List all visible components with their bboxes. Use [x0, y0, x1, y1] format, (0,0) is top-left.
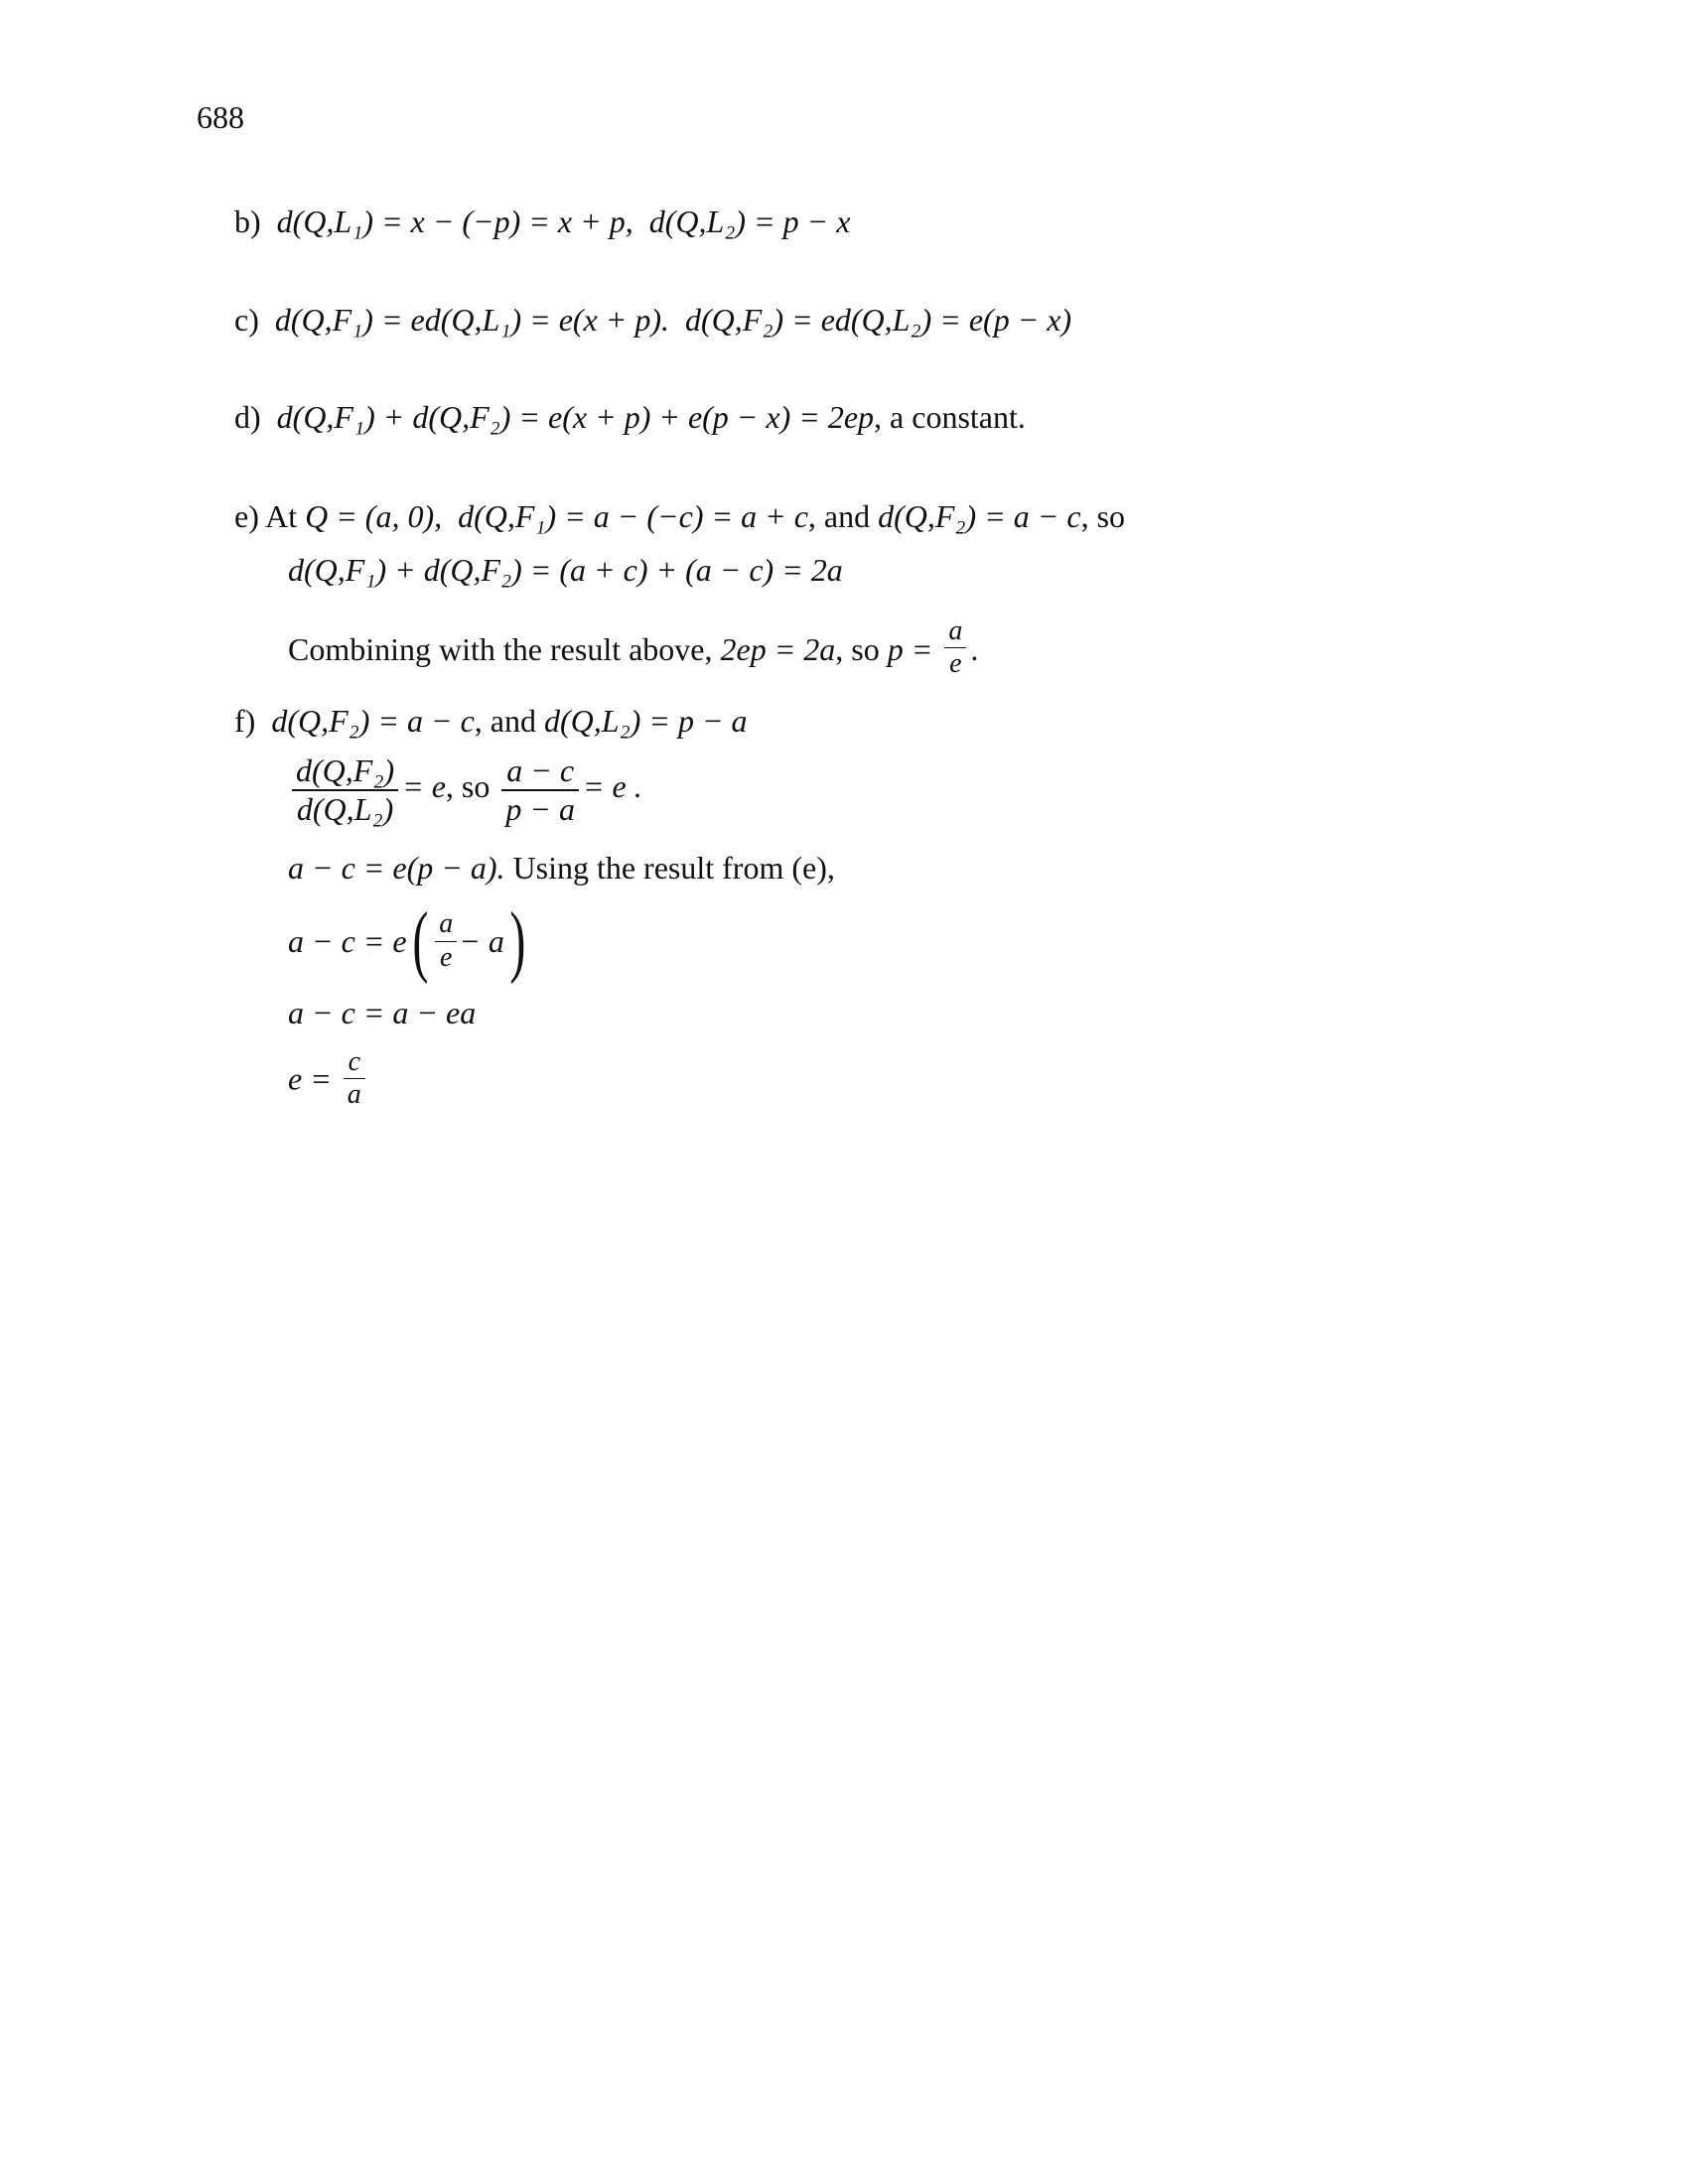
part-f-step2-tail: − a [459, 923, 504, 959]
part-c [234, 304, 1071, 336]
part-e-combine-expr: 2ep = 2a [720, 631, 836, 668]
part-f-ratio-line [288, 752, 642, 828]
part-f-and: , and [474, 703, 536, 739]
part-f-step4-den: a [347, 1079, 361, 1111]
part-e-p-den: e [949, 648, 962, 680]
part-f-step2 [288, 897, 530, 985]
part-b-expr2: d(Q,L₂) = p − x [648, 204, 851, 239]
part-c-expr2: d(Q,F₂) = ed(Q,L₂) = e(p − x) [685, 302, 1072, 338]
part-d-label: d) [234, 399, 261, 435]
part-e-point: Q = (a, 0), [305, 498, 443, 534]
part-f-step4 [288, 1046, 369, 1111]
part-f-ratio-so: , so [445, 768, 491, 805]
part-e-and: , and [807, 498, 871, 534]
part-f-ratio2-den: p − a [505, 790, 575, 827]
part-f-step2-num: a [435, 908, 457, 941]
part-f-step2-lhs: a − c = e [288, 923, 407, 959]
part-e-label: e) At [234, 498, 298, 534]
part-e-expr2: d(Q,F₂) = a − c [878, 498, 1081, 534]
part-e-expr1: d(Q,F₁) = a − (−c) = a + c [458, 498, 808, 534]
part-f-ratio-fraction [292, 752, 398, 828]
part-f-step4-lhs: e = [288, 1060, 332, 1097]
part-d [234, 401, 1026, 433]
part-e-combine-text: Combining with the result above, [288, 631, 713, 668]
part-f-label: f) [234, 703, 256, 739]
part-e-p-num: a [944, 615, 966, 648]
part-f-step2-den: e [440, 941, 453, 973]
part-d-tail: , a constant. [874, 399, 1026, 435]
part-f-ratio-den: d(Q,L₂) [296, 790, 394, 827]
part-f-step1-expr: a − c = e(p − a). [288, 850, 505, 886]
part-f-step3 [288, 997, 476, 1028]
part-f-step1 [288, 852, 835, 884]
part-e-p-lhs: p = [887, 631, 933, 668]
part-e-line1 [234, 500, 1125, 532]
part-e-line3 [288, 615, 978, 680]
part-c-expr1: d(Q,F₁) = ed(Q,L₁) = e(x + p). [274, 302, 669, 338]
part-e-sum: d(Q,F₁) + d(Q,F₂) = (a + c) + (a − c) = 2a [288, 552, 843, 588]
part-f-ratio-num: d(Q,F₂) [292, 752, 398, 791]
page-number: 688 [197, 99, 244, 135]
part-f-step4-num: c [344, 1046, 365, 1079]
part-f-expr1: d(Q,F₂) = a − c [271, 703, 475, 739]
part-f-ratio2-eq: = e . [582, 768, 642, 805]
part-f-ratio2-num: a − c [501, 752, 579, 791]
part-c-label: c) [234, 302, 259, 338]
part-b-label: b) [234, 204, 261, 239]
part-e-so: , so [1080, 498, 1126, 534]
part-b [234, 205, 850, 237]
part-e-period: . [970, 631, 979, 668]
part-b-expr1: d(Q,L₁) = x − (−p) = x + p, [276, 204, 633, 239]
part-f-step1-text: Using the result from (e), [512, 850, 835, 886]
part-f-ratio-eq: = e [402, 768, 446, 805]
part-f-step4-fraction [344, 1046, 365, 1111]
part-f-line1 [234, 705, 748, 737]
right-paren-glyph: ) [509, 897, 526, 985]
part-e-p-fraction [944, 615, 966, 680]
left-paren-glyph: ( [411, 897, 428, 985]
part-f-step2-fraction [435, 908, 457, 973]
part-e-line2 [288, 554, 843, 586]
part-f-expr2: d(Q,L₂) = p − a [544, 703, 748, 739]
part-f-step3-expr: a − c = a − ea [288, 995, 477, 1030]
part-f-ratio2-fraction [501, 752, 579, 828]
part-d-expr: d(Q,F₁) + d(Q,F₂) = e(x + p) + e(p − x) = 2ep [276, 399, 875, 435]
part-e-combine-so: , so [835, 631, 880, 668]
